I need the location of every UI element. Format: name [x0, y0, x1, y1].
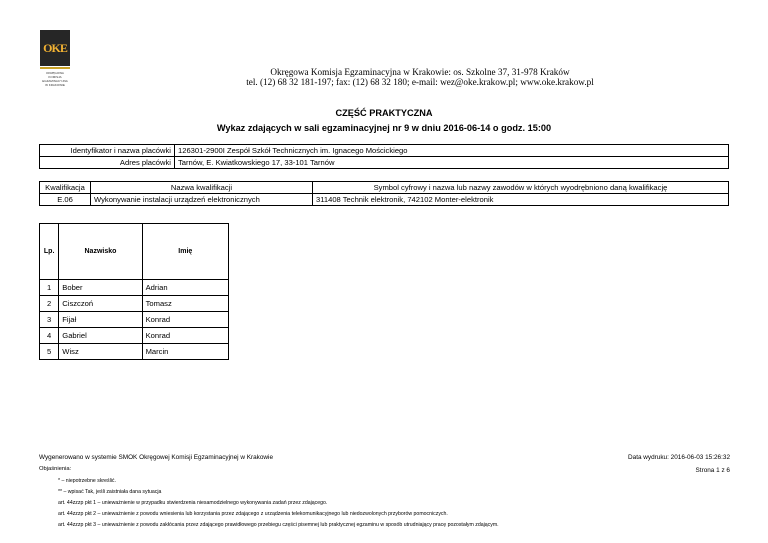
placowka-addr-label: Adres placówki [40, 157, 175, 169]
col-header-lp: Lp. [40, 224, 59, 280]
cell-lp: 5 [40, 344, 59, 360]
cell-nazwisko: Gabriel [59, 328, 142, 344]
logo-line: OKRĘGOWA [46, 71, 64, 75]
cell-lp: 4 [40, 328, 59, 344]
col-header-kwalifikacja: Kwalifikacja [40, 182, 91, 194]
oke-logo [40, 30, 70, 88]
table-row [40, 296, 229, 312]
placowka-id-value: 126301-2900I Zespół Szkół Technicznych im. Ignacego Mościckiego [175, 145, 729, 157]
footer-note: * – niepotrzebne skreślić. [58, 478, 116, 484]
footer-page-number: Strona 1 z 6 [695, 467, 730, 474]
cell-imie: Konrad [142, 312, 228, 328]
table-row [40, 157, 729, 169]
cell-nazwisko: Wisz [59, 344, 142, 360]
footer-note: art. 44zzzp pkt 1 – unieważnienie w przypadku stwierdzenia niesamodzielnego wykonywania zadań przez zdającego. [58, 500, 328, 506]
table-header-row [40, 224, 229, 280]
kwalifikacja-code: E.06 [40, 194, 91, 206]
header-contact: tel. (12) 68 32 181-197; fax: (12) 68 32 180; e-mail: wez@oke.krakow.pl; www.oke.krakow.pl [246, 77, 594, 87]
table-header-row [40, 182, 729, 194]
logo-words [40, 71, 70, 87]
footer-note: art. 44zzzp pkt 2 – unieważnienie z powodu wniesienia lub korzystania przez zdającego z urządzenia telekomunikacyjnego lub niedozwolonych przyborów pomocniczych. [58, 511, 448, 517]
table-row [40, 280, 229, 296]
table-row [40, 194, 729, 206]
kwalifikacja-table [39, 181, 729, 206]
logo-mark: OKE [40, 30, 70, 66]
document-section-title: CZĘŚĆ PRAKTYCZNA [335, 108, 433, 118]
cell-lp: 1 [40, 280, 59, 296]
footer-note: art. 44zzzp pkt 3 – unieważnienie z powodu zakłócania przez zdającego prawidłowego przebiegu części pisemnej lub praktycznej egzaminu w sposób utrudniający pracę pozostałym zdającym. [58, 522, 499, 528]
document-title: Wykaz zdających w sali egzaminacyjnej nr 9 w dniu 2016-06-14 o godz. 15:00 [216, 123, 552, 133]
cell-imie: Tomasz [142, 296, 228, 312]
placowka-table [39, 144, 729, 169]
cell-imie: Adrian [142, 280, 228, 296]
cell-imie: Konrad [142, 328, 228, 344]
footer-generated: Wygenerowano w systemie SMOK Okręgowej Komisji Egzaminacyjnej w Krakowie [39, 454, 273, 461]
col-header-symbol: Symbol cyfrowy i nazwa lub nazwy zawodów w których wyodrębniono daną kwalifikację [313, 182, 729, 194]
institution-header [230, 67, 610, 87]
placowka-id-label: Identyfikator i nazwa placówki [40, 145, 175, 157]
logo-line: W KRAKOWIE [45, 83, 65, 87]
table-row [40, 145, 729, 157]
kwalifikacja-name: Wykonywanie instalacji urządzeń elektronicznych [91, 194, 313, 206]
placowka-addr-value: Tarnów, E. Kwiatkowskiego 17, 33-101 Tarnów [175, 157, 729, 169]
logo-bar [40, 67, 70, 69]
students-table [39, 223, 229, 360]
footer-note: ** – wpisać Tak, jeśli zaistniała dana sytuacja [58, 489, 162, 495]
kwalifikacja-symbol: 311408 Technik elektronik, 742102 Monter-elektronik [313, 194, 729, 206]
header-address: Okręgowa Komisja Egzaminacyjna w Krakowie: os. Szkolne 37, 31-978 Kraków [270, 67, 570, 77]
table-row [40, 328, 229, 344]
cell-nazwisko: Fijał [59, 312, 142, 328]
footer-notes-title: Objaśnienia: [39, 466, 72, 472]
table-row [40, 312, 229, 328]
col-header-imie: Imię [142, 224, 228, 280]
footer-print-date: Data wydruku: 2016-06-03 15:26:32 [628, 454, 730, 461]
col-header-nazwisko: Nazwisko [59, 224, 142, 280]
cell-imie: Marcin [142, 344, 228, 360]
cell-lp: 2 [40, 296, 59, 312]
cell-nazwisko: Bober [59, 280, 142, 296]
table-row [40, 344, 229, 360]
col-header-nazwa: Nazwa kwalifikacji [91, 182, 313, 194]
logo-line: KOMISJA [48, 75, 62, 79]
cell-nazwisko: Ciszczoń [59, 296, 142, 312]
cell-lp: 3 [40, 312, 59, 328]
logo-line: EGZAMINACYJNA [42, 79, 68, 83]
